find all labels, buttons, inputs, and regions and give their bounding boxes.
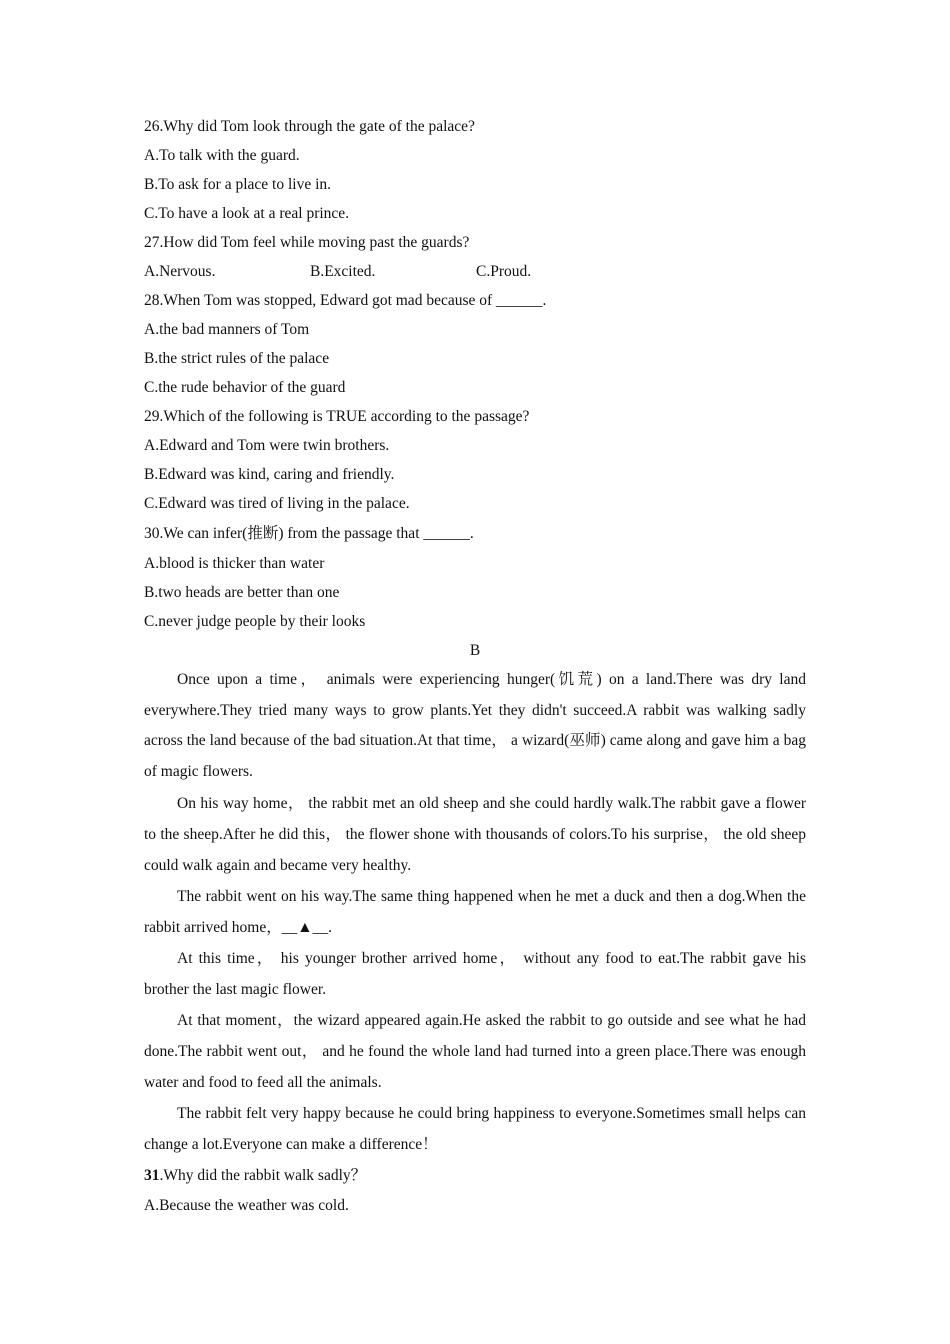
question-26-stem: 26.Why did Tom look through the gate of the palace? (144, 118, 475, 135)
passage-paragraph-3-end: . (328, 918, 332, 936)
passage-paragraph-3-text: The rabbit went on his way.The same thing happened when he met a duck and then a dog.When the rabbit arrived home， (144, 887, 806, 936)
question-30-stem: 30.We can infer(推断) from the passage that ______. (144, 525, 474, 542)
passage-paragraph-6: The rabbit felt very happy because he could bring happiness to everyone.Sometimes small helps can change a lot.Everyone can make a difference！ (144, 1104, 806, 1153)
question-26-option-b: B.To ask for a place to live in. (144, 176, 332, 193)
question-27-stem: 27.How did Tom feel while moving past the guards? (144, 234, 470, 251)
passage-paragraph-5: At that moment，the wizard appeared again.He asked the rabbit to go outside and see what he had done.The rabbit went out， and he found the whole land had turned into a green place.There was enough water and food to feed all the animals. (144, 1011, 806, 1091)
question-30-option-c: C.never judge people by their looks (144, 613, 366, 630)
answer-blank: __▲__ (281, 918, 329, 936)
question-29-option-a: A.Edward and Tom were twin brothers. (144, 437, 390, 454)
question-26-option-c: C.To have a look at a real prince. (144, 205, 350, 222)
question-30-option-b: B.two heads are better than one (144, 584, 340, 601)
passage-paragraph-3 (144, 881, 806, 943)
question-27-option-a: A.Nervous. (144, 263, 216, 280)
question-29-option-c: C.Edward was tired of living in the palace. (144, 495, 410, 512)
question-31-stem (144, 1160, 806, 1191)
question-30-option-a: A.blood is thicker than water (144, 555, 325, 572)
question-29-stem: 29.Which of the following is TRUE according to the passage? (144, 408, 530, 425)
section-heading: B (469, 642, 481, 659)
passage-paragraph-1: Once upon a time， animals were experiencing hunger(饥荒) on a land.There was dry land everywhere.They tried many ways to grow plants.Yet they didn't succeed.A rabbit was walking sadly across the land because of the bad situation.At that time， a wizard(巫师) came along and gave him a bag of magic flowers. (144, 671, 806, 781)
question-28-option-c: C.the rude behavior of the guard (144, 379, 346, 396)
question-28-option-b: B.the strict rules of the palace (144, 350, 330, 367)
question-27-option-c: C.Proud. (476, 263, 532, 280)
passage-paragraph-4: At this time， his younger brother arrived home， without any food to eat.The rabbit gave his brother the last magic flower. (144, 949, 806, 998)
question-31-option-a: A.Because the weather was cold. (144, 1196, 349, 1214)
passage-paragraph-2: On his way home， the rabbit met an old sheep and she could hardly walk.The rabbit gave a flower to the sheep.After he did this， the flower shone with thousands of colors.To his surprise， the old sheep could walk again and became very healthy. (144, 794, 806, 874)
document-content (144, 112, 806, 1220)
question-31-stem-text: .Why did the rabbit walk sadly？ (159, 1166, 367, 1184)
question-28-option-a: A.the bad manners of Tom (144, 321, 310, 338)
question-27-options (144, 257, 806, 286)
question-28-stem: 28.When Tom was stopped, Edward got mad because of ______. (144, 292, 547, 309)
question-31-number: 31 (144, 1166, 160, 1184)
question-27-option-b: B.Excited. (310, 263, 376, 280)
question-26-option-a: A.To talk with the guard. (144, 147, 300, 164)
question-29-option-b: B.Edward was kind, caring and friendly. (144, 466, 395, 483)
